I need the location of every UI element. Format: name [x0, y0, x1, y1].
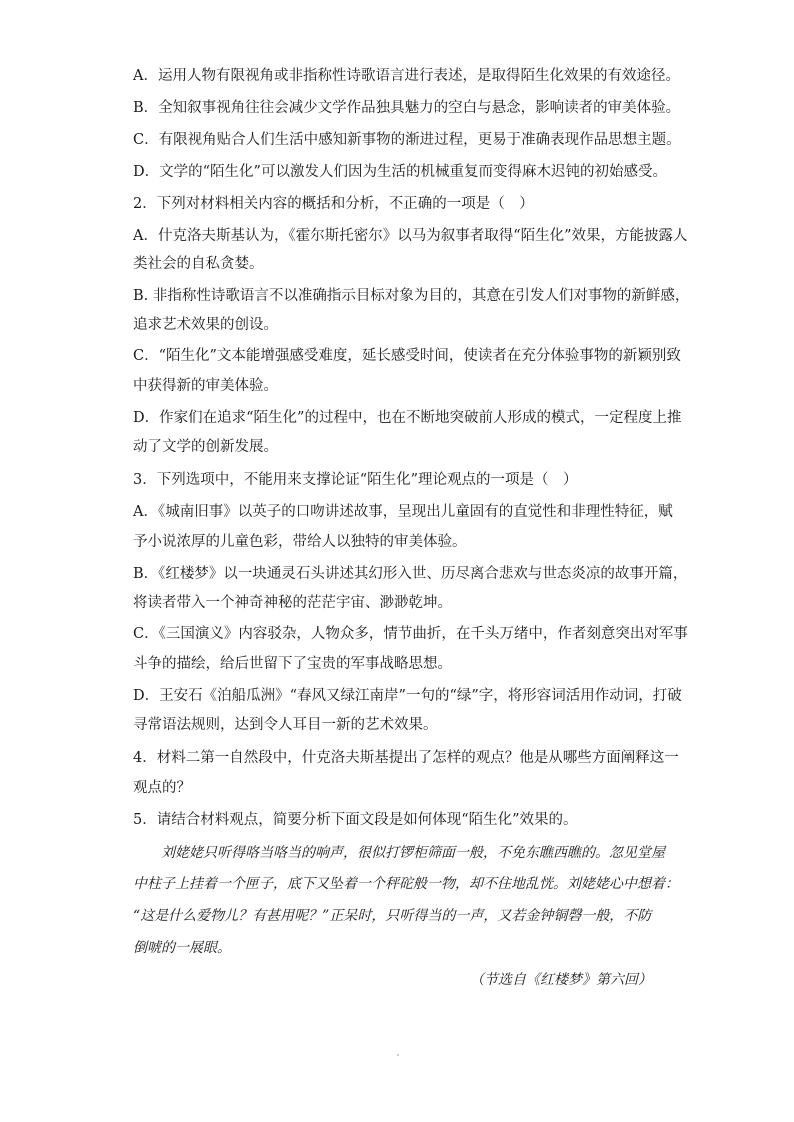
q1-option-c: C．有限视角贴合人们生活中感知新事物的渐进过程，更易于准确表现作品思想主题。: [133, 132, 681, 148]
q3-option-a-line2: 予小说浓厚的儿童色彩，带给人以独特的审美体验。: [133, 534, 467, 550]
q5-source: （节选自《红楼梦》第六回）: [470, 972, 652, 988]
q3-option-d-line2: 寻常语法规则，达到令人耳目一新的艺术效果。: [133, 717, 438, 733]
q1-option-d: D．文学的“陌生化”可以激发人们因为生活的机械重复而变得麻木迟钝的初始感受。: [133, 164, 667, 180]
q2-option-c-line2: 中获得新的审美体验。: [133, 378, 278, 394]
q1-option-b: B．全知叙事视角往往会减少文学作品独具魅力的空白与悬念，影响读者的审美体验。: [133, 100, 681, 116]
q3-option-d-line1: D．王安石《泊船瓜洲》“春风又绿江南岸”一句的“绿”字，将形容词活用作动词，打破: [133, 688, 682, 704]
q2-option-d-line2: 动了文学的创新发展。: [133, 439, 278, 455]
q2-option-a-line2: 类社会的自私贪婪。: [133, 256, 264, 272]
q5-passage-line3: “这是什么爱物儿？有甚用呢？”正呆时，只听得当的一声，又若金钟铜磬一般，不防: [133, 908, 652, 924]
q2-option-b-line1: B. 非指称性诗歌语言不以准确指示目标对象为目的，其意在引发人们对事物的新鲜感，: [133, 288, 690, 304]
q5-passage-line2: 中柱子上挂着一个匣子，底下又坠着一个秤砣般一物，却不住地乱恍。刘姥姥心中想着：: [133, 876, 679, 892]
q2-stem: 2．下列对材料相关内容的概括和分析，不正确的一项是（ ）: [133, 196, 534, 212]
q3-stem: 3．下列选项中，不能用来支撑论证“陌生化”理论观点的一项是（ ）: [133, 472, 578, 488]
q3-option-b-line2: 将读者带入一个神奇神秘的茫茫宇宙、渺渺乾坤。: [133, 595, 452, 611]
q5-passage-line1: 刘姥姥只听得咯当咯当的响声，很似打锣柜筛面一般，不免东瞧西瞧的。忽见堂屋: [133, 845, 665, 861]
q3-option-c-line2: 斗争的描绘，给后世留下了宝贵的军事战略思想。: [133, 656, 452, 672]
q3-option-a-line1: A．《城南旧事》以英子的口吻讲述故事，呈现出儿童固有的直觉性和非理性特征，赋: [133, 504, 673, 520]
page-dot: [397, 1054, 399, 1056]
q5-passage-line4: 倒唬的一展眼。: [133, 940, 231, 956]
q4-line2: 观点的？: [133, 780, 191, 796]
q2-option-d-line1: D．作家们在追求“陌生化”的过程中，也在不断地突破前人形成的模式，一定程度上推: [133, 410, 682, 426]
q3-option-b-line1: B．《红楼梦》以一块通灵石头讲述其幻形入世、历尽离合悲欢与世态炎凉的故事开篇，: [133, 566, 688, 582]
q2-option-c-line1: C．“陌生化”文本能增强感受难度，延长感受时间，使读者在充分体验事物的新颖别致: [133, 348, 681, 364]
q3-option-c-line1: C．《三国演义》内容驳杂，人物众多，情节曲折，在千头万绪中，作者刻意突出对军事: [133, 626, 688, 642]
q2-option-b-line2: 追求艺术效果的创设。: [133, 317, 278, 333]
q2-option-a-line1: A．什克洛夫斯基认为，《霍尔斯托密尔》以马为叙事者取得“陌生化”效果，方能披露人: [133, 228, 688, 244]
q4-line1: 4．材料二第一自然段中，什克洛夫斯基提出了怎样的观点？他是从哪些方面阐释这一: [133, 750, 679, 766]
q1-option-a: A．运用人物有限视角或非指称性诗歌语言进行表述，是取得陌生化效果的有效途径。: [133, 68, 680, 84]
q5-stem: 5．请结合材料观点，简要分析下面文段是如何体现“陌生化”效果的。: [133, 812, 578, 828]
